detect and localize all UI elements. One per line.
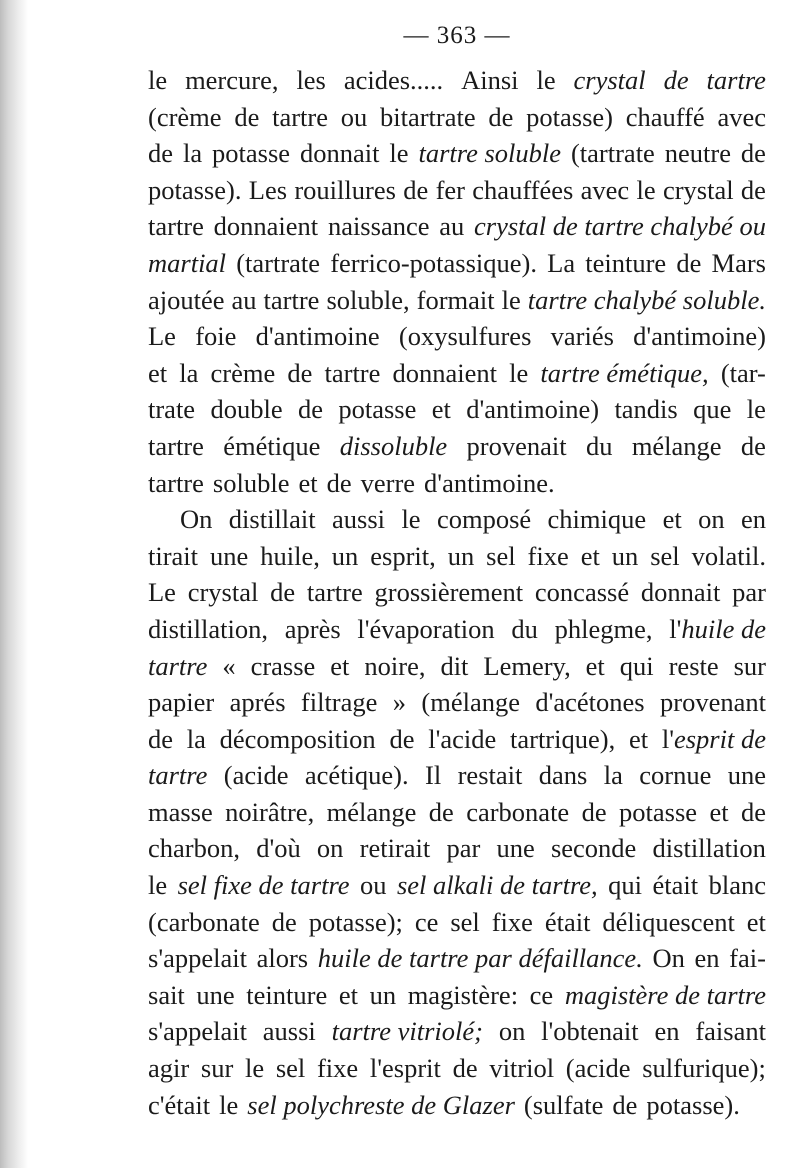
word: alors: [256, 943, 309, 974]
italic-term: esprit de: [673, 723, 766, 754]
word: crystal: [662, 174, 734, 205]
word: la: [182, 138, 203, 169]
word: et: [330, 650, 350, 681]
word: sulfurique);: [642, 1053, 766, 1084]
word: magistère:: [407, 979, 519, 1010]
word: le: [389, 138, 409, 169]
word: potasse: [338, 394, 417, 425]
word: Les: [248, 174, 288, 205]
italic-term: sel polychreste de Glazer: [247, 1089, 515, 1120]
word: crème: [210, 357, 276, 388]
word: carbonate: [466, 796, 570, 827]
word: ajoutée: [148, 284, 225, 315]
italic-term: huile de tartre par défaillance.: [317, 943, 643, 974]
word: sel: [486, 540, 516, 571]
italic-term: tartre: [148, 650, 208, 681]
text-line: [148, 648, 766, 685]
word: rouillures: [294, 174, 396, 205]
word: (mélange: [421, 687, 520, 718]
text-line: [148, 867, 766, 904]
text-line: [148, 245, 766, 282]
word: phlegme,: [554, 613, 653, 644]
word: seconde: [550, 833, 637, 864]
word: l': [669, 613, 682, 644]
word: teinture: [246, 979, 328, 1010]
word: tartre: [306, 577, 363, 608]
word: (oxysulfures: [398, 321, 532, 352]
word: l'évaporation: [357, 613, 495, 644]
word: fai-: [729, 943, 766, 974]
word: le: [219, 1089, 239, 1120]
word: et: [662, 504, 682, 535]
word: variés: [550, 321, 614, 352]
word: du: [585, 430, 613, 461]
italic-term: sel fixe de tartre: [177, 870, 350, 901]
word: (tar-: [720, 357, 766, 388]
word: crasse: [250, 650, 316, 681]
word: dit: [440, 650, 469, 681]
word: décomposition: [219, 723, 376, 754]
word: un: [369, 979, 397, 1010]
word: donnait: [640, 577, 721, 608]
word: l'obtenait: [541, 1016, 639, 1047]
word: concassé: [534, 577, 630, 608]
italic-term: de: [663, 65, 689, 95]
word: et: [709, 796, 729, 827]
word: s'appelait: [148, 1016, 247, 1047]
word: d'acétones: [535, 687, 645, 718]
word: formait: [416, 284, 495, 315]
word: sait: [148, 979, 185, 1010]
word: la: [179, 357, 199, 388]
italic-term: tartre émétique,: [540, 357, 709, 388]
word: tirait: [148, 540, 199, 571]
word: Mars: [711, 247, 766, 278]
word: fixe: [316, 1053, 359, 1084]
word: la: [603, 760, 623, 791]
word: mercure,: [185, 65, 279, 95]
word: un: [447, 540, 475, 571]
word: Ainsi: [461, 65, 519, 95]
word: de: [326, 467, 352, 498]
word: chauffé: [625, 101, 705, 132]
paragraph: [148, 62, 766, 501]
text-line: [148, 282, 766, 319]
text-line: [148, 318, 766, 355]
word: sur: [200, 1053, 234, 1084]
text-line: [148, 99, 766, 136]
word: le: [509, 357, 529, 388]
word: tandis: [614, 394, 678, 425]
word: chauffées: [472, 174, 574, 205]
text-line: [148, 574, 766, 611]
page-number: — 363 —: [403, 22, 511, 49]
text-line: [148, 830, 766, 867]
word: restait: [457, 760, 523, 791]
word: de: [234, 101, 260, 132]
word: un: [331, 540, 359, 571]
word: le: [746, 394, 766, 425]
word: une: [196, 979, 235, 1010]
word: et: [431, 394, 451, 425]
word: ce: [529, 979, 554, 1010]
word: distillation: [652, 833, 766, 864]
word: qui: [608, 870, 643, 901]
word: trate: [148, 394, 196, 425]
word: au: [439, 211, 465, 242]
book-page: [148, 0, 766, 1168]
word: donnaient: [392, 357, 498, 388]
word: fixe: [527, 540, 569, 571]
word: tartre: [324, 357, 381, 388]
word: mélange: [326, 796, 417, 827]
word: On: [652, 943, 685, 974]
word: de: [428, 796, 454, 827]
text-line: [148, 465, 766, 502]
word: tartre: [263, 284, 320, 315]
italic-term: dissoluble: [339, 430, 448, 461]
word: de: [148, 723, 174, 754]
text-line: [148, 794, 766, 831]
text-line: [148, 684, 766, 721]
word: on: [498, 1016, 526, 1047]
word: noire,: [364, 650, 426, 681]
text-line: [148, 940, 766, 977]
word: l'acide: [428, 723, 497, 754]
word: de: [676, 247, 702, 278]
word: le: [401, 504, 421, 535]
italic-term: crystal de tartre chalybé ou: [474, 211, 766, 242]
word: acétique).: [304, 760, 409, 791]
word: potasse: [212, 138, 291, 169]
word: de: [740, 796, 766, 827]
word: potasse: [619, 796, 698, 827]
word: (crème: [148, 101, 222, 132]
text-line: [148, 428, 766, 465]
word: double: [210, 394, 283, 425]
text-line: [148, 355, 766, 392]
word: de: [740, 174, 766, 205]
italic-term: huile de: [681, 613, 766, 644]
word: qui: [619, 650, 654, 681]
word: papier: [148, 687, 215, 718]
word: en: [654, 1016, 680, 1047]
word: émétique: [223, 430, 321, 461]
word: sur: [733, 650, 766, 681]
word: déliquescent: [602, 906, 735, 937]
italic-term: tartre chalybé soluble.: [527, 284, 766, 315]
italic-term: tartre soluble: [418, 138, 562, 169]
word: de: [581, 796, 607, 827]
italic-term: magistère de tartre: [564, 979, 766, 1010]
word: »: [392, 687, 407, 718]
word-group: [669, 611, 766, 648]
text-line: [148, 208, 766, 245]
italic-term: tartre vitriolé;: [331, 1016, 483, 1047]
text-line: [148, 977, 766, 1014]
word: (tartrate: [570, 138, 655, 169]
word: Lemery,: [483, 650, 571, 681]
italic-term: sel alkali de tartre,: [396, 870, 598, 901]
word-group: [662, 721, 766, 758]
word: une: [210, 540, 249, 571]
text-line: [148, 611, 766, 648]
word: de: [148, 138, 174, 169]
word: distillation,: [148, 613, 268, 644]
word: verre: [360, 467, 416, 498]
word: sel: [650, 540, 680, 571]
word: provenait: [466, 430, 567, 461]
word: dans: [538, 760, 588, 791]
word: sel: [450, 906, 480, 937]
word: masse: [148, 796, 213, 827]
word: aussi: [262, 1016, 316, 1047]
word: de: [488, 101, 514, 132]
text-line: [148, 904, 766, 941]
word: la: [186, 723, 206, 754]
word: foie: [195, 321, 237, 352]
word: de: [389, 723, 415, 754]
word: une: [496, 833, 535, 864]
word: mélange: [631, 430, 722, 461]
word: (acide: [223, 760, 289, 791]
text-line: [148, 135, 766, 172]
word: ou: [360, 870, 387, 901]
word: le: [501, 284, 521, 315]
word: On: [180, 504, 213, 535]
word: de: [740, 138, 766, 169]
italic-term: crystal: [573, 65, 646, 95]
word: d'antimoine): [466, 394, 600, 425]
word: (acide: [565, 1053, 631, 1084]
word: tartre: [148, 430, 204, 461]
text-line: [148, 391, 766, 428]
word: grossièrement: [374, 577, 524, 608]
word: (carbonate: [148, 906, 260, 937]
text-line: [148, 721, 766, 758]
word: bitartrate: [379, 101, 476, 132]
word: «: [222, 650, 236, 681]
word: fer: [435, 174, 465, 205]
word: et: [580, 540, 600, 571]
word: tartrique),: [510, 723, 616, 754]
word: on: [698, 504, 725, 535]
text-body: [148, 62, 766, 1123]
scan-gutter-shadow: [0, 0, 28, 1168]
word: (tartrate: [236, 247, 321, 278]
word: on: [316, 833, 344, 864]
word: ce: [414, 906, 439, 937]
word: une: [727, 760, 766, 791]
word: que: [693, 394, 732, 425]
word: de: [403, 174, 429, 205]
italic-term: martial: [148, 247, 227, 278]
word: composé: [436, 504, 532, 535]
word: avec: [717, 101, 766, 132]
word: les: [296, 65, 326, 95]
word: c'était: [148, 1089, 211, 1120]
word: de: [612, 1089, 638, 1120]
text-line: [148, 1087, 766, 1124]
word: neutre: [664, 138, 731, 169]
word: Le: [148, 577, 176, 608]
word: huile,: [260, 540, 320, 571]
text-line: [148, 757, 766, 794]
word: d'antimoine): [633, 321, 766, 352]
word: aussi: [332, 504, 386, 535]
word: ferrico-potassique).: [330, 247, 537, 278]
word: provenant: [660, 687, 766, 718]
word: était: [544, 906, 591, 937]
word: aprés: [229, 687, 286, 718]
word: (sulfate: [523, 1089, 604, 1120]
word: de: [270, 577, 296, 608]
word: le: [148, 65, 168, 95]
text-line: [148, 1050, 766, 1087]
word: avec: [580, 174, 630, 205]
word: un: [611, 540, 639, 571]
word: donnait: [299, 138, 380, 169]
word: blanc: [708, 870, 766, 901]
word: de: [452, 1053, 478, 1084]
word: de: [740, 430, 766, 461]
word: La: [547, 247, 576, 278]
word: potasse).: [646, 1089, 740, 1120]
italic-term: tartre: [148, 760, 208, 791]
word: soluble,: [326, 284, 410, 315]
word: au: [231, 284, 257, 315]
word: et: [298, 467, 318, 498]
word: de: [297, 394, 323, 425]
word: en: [740, 504, 766, 535]
word: cornue: [639, 760, 712, 791]
word: l'esprit: [369, 1053, 441, 1084]
word: sel: [275, 1053, 306, 1084]
word: et: [746, 906, 766, 937]
word: filtrage: [300, 687, 378, 718]
word: était: [652, 870, 699, 901]
word: de: [271, 906, 297, 937]
word: noirâtre,: [225, 796, 315, 827]
word: de: [287, 357, 313, 388]
word: Il: [425, 760, 442, 791]
word: potasse);: [308, 906, 403, 937]
text-line: [148, 62, 766, 99]
word: par: [446, 833, 481, 864]
word: tartre: [272, 101, 328, 132]
word: tartre: [148, 211, 204, 242]
word: chimique: [547, 504, 647, 535]
word: en: [694, 943, 720, 974]
word: faisant: [695, 1016, 766, 1047]
word: le: [148, 870, 168, 901]
text-line: [148, 538, 766, 575]
word: tartre: [148, 467, 204, 498]
word: par: [732, 577, 766, 608]
word: acides.....: [343, 65, 444, 95]
text-line: [148, 1013, 766, 1050]
word: teinture: [585, 247, 667, 278]
word: et: [585, 650, 605, 681]
word: soluble: [212, 467, 290, 498]
word: après: [284, 613, 341, 644]
paragraph: [148, 501, 766, 1123]
word: esprit,: [370, 540, 436, 571]
word: donnaient: [213, 211, 319, 242]
word: potasse): [526, 101, 613, 132]
word: s'appelait: [148, 943, 247, 974]
text-line: [148, 172, 766, 209]
word: retirait: [359, 833, 431, 864]
word: naissance: [327, 211, 430, 242]
word: d'antimoine.: [424, 467, 555, 498]
word: agir: [148, 1053, 190, 1084]
word: Le: [148, 321, 176, 352]
word: potasse).: [148, 174, 242, 205]
word: et: [148, 357, 168, 388]
word: et: [628, 723, 649, 754]
word: crystal: [187, 577, 259, 608]
word: le: [636, 174, 656, 205]
word: ou: [340, 101, 368, 132]
word: d'où: [256, 833, 301, 864]
word: reste: [668, 650, 719, 681]
word: l': [661, 723, 674, 754]
word: du: [511, 613, 538, 644]
word: volatil.: [691, 540, 766, 571]
italic-term: tartre: [706, 65, 766, 95]
word: distillait: [228, 504, 316, 535]
word: vitriol: [489, 1053, 555, 1084]
word: fixe: [491, 906, 533, 937]
word: le: [245, 1053, 265, 1084]
word: d'antimoine: [255, 321, 380, 352]
word: et: [338, 979, 358, 1010]
word: le: [536, 65, 556, 95]
text-line: [148, 501, 766, 538]
word: charbon,: [148, 833, 240, 864]
